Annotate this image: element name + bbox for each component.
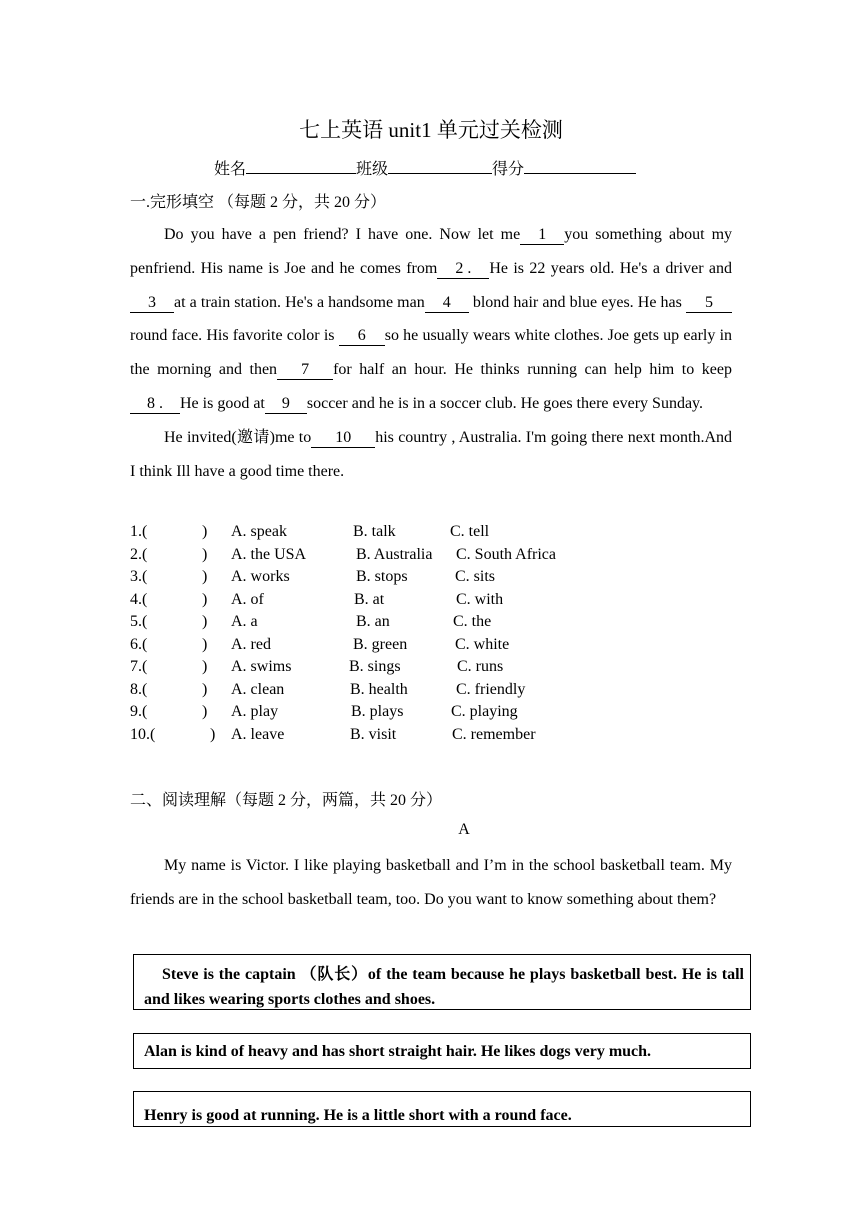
cloze-passage — [130, 218, 732, 488]
cloze-blank-8: 8 . — [130, 395, 180, 414]
name-label: 姓名 — [214, 161, 247, 178]
page-title: 七上英语 unit1 单元过关检测 — [299, 118, 563, 142]
cloze-blank-7: 7 — [277, 361, 333, 380]
cloze-blank-3: 3 — [130, 294, 174, 313]
name-blank[interactable] — [246, 157, 356, 174]
cloze-paragraph-2: He invited(邀请)me to 10 his country , Australia. I'm going there next month.And I think Ill have a good time there. — [130, 428, 732, 480]
cloze-blank-6: 6 — [339, 327, 385, 346]
cloze-blank-10: 10 — [311, 429, 375, 448]
cloze-blank-9: 9 — [265, 395, 307, 414]
section1-heading: 一.完形填空 （每题 2 分，共 20 分） — [130, 194, 387, 211]
passage-label: A — [458, 821, 470, 838]
info-box-alan: Alan is kind of heavy and has short straight hair. He likes dogs very much. — [133, 1033, 751, 1069]
cloze-paragraph-1: Do you have a pen friend? I have one. Now let me 1 you something about my penfriend. His name is Joe and he comes from 2 . He is 22 years old. He's a driver and3 at a train station. He's a handsome man 4 blond hair and blue eyes. He has 5round face. His favorite color is 6 so he usually wears white clothes. Joe gets up early in the morning and then 7 for half an hour. He thinks running can help him to keep8 . He is good at 9 soccer and he is in a soccer club. He goes there every Sunday. — [130, 226, 733, 412]
score-blank[interactable] — [524, 157, 636, 174]
reading-intro: My name is Victor. I like playing basketball and I’m in the school basketball team. My friends are in the school basketball team, too. Do you want to know something about them? — [130, 857, 732, 908]
section2-heading: 二、阅读理解（每题 2 分，两篇，共 20 分） — [130, 792, 443, 809]
cloze-blank-4: 4 — [425, 294, 469, 313]
class-label: 班级 — [356, 161, 389, 178]
cloze-blank-2: 2 . — [437, 260, 489, 279]
score-label: 得分 — [492, 161, 525, 178]
cloze-blank-5: 5 — [686, 294, 732, 313]
info-box-steve: Steve is the captain （队长）of the team because he plays basketball best. He is tall and likes wearing sports clothes and shoes. — [133, 954, 751, 1010]
student-info-line — [214, 156, 636, 179]
cloze-blank-1: 1 — [520, 226, 564, 245]
info-box-henry: Henry is good at running. He is a little short with a round face. — [133, 1091, 751, 1127]
class-blank[interactable] — [388, 157, 492, 174]
